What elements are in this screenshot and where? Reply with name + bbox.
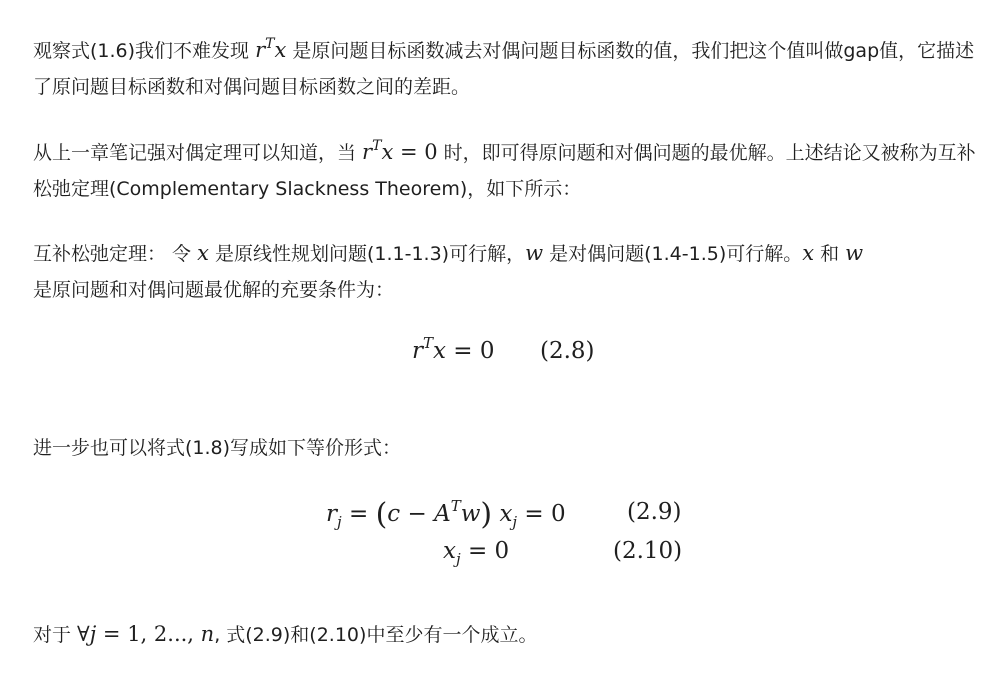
p3-text-3: 是对偶问题(1.4-1.5)可行解。 <box>543 243 803 265</box>
p3-text-4: 和 <box>814 243 846 265</box>
math-n: n <box>200 622 215 646</box>
p3-text-1: 互补松弛定理： 令 <box>33 243 198 265</box>
eq28-rhs: = 0 <box>446 338 495 364</box>
p5-text-pre: 对于 <box>33 624 78 646</box>
eq210-x: x <box>443 538 456 564</box>
equation-tag-2-9: (2.9) <box>627 499 682 525</box>
p2-text-pre: 从上一章笔记强对偶定理可以知道，当 <box>33 142 363 164</box>
math-range: = 1, 2..., <box>96 622 201 646</box>
equation-2-8 <box>412 334 495 364</box>
p4-text: 进一步也可以将式(1.8)写成如下等价形式： <box>33 437 402 459</box>
math-forall: ∀ <box>77 622 90 646</box>
eq28-r: r <box>412 338 423 364</box>
paragraph-equivalent-form <box>33 430 978 466</box>
eq29-minus: − <box>400 501 435 527</box>
eq28-x: x <box>433 338 446 364</box>
paragraph-theorem-statement <box>33 235 978 308</box>
equation-tag-2-10: (2.10) <box>613 538 683 564</box>
eq210-rhs: = 0 <box>460 538 510 564</box>
eq29-transpose: T <box>450 497 461 515</box>
eq29-r: r <box>326 501 337 527</box>
eq29-x: x <box>499 501 513 527</box>
math-r: r <box>255 38 266 62</box>
eq28-transpose: T <box>423 334 434 352</box>
paragraph-strong-duality <box>33 134 978 207</box>
p1-text-pre: 观察式(1.6)我们不难发现 <box>33 40 256 62</box>
p2-text-post: 时，即可得原问题和对偶问题的最优解。上述结论又被称为互补松弛定理(Complementary Slackness Theorem)，如下所示： <box>33 142 976 200</box>
math-x: x <box>197 241 209 265</box>
eq29-equals: = <box>341 501 376 527</box>
math-x: x <box>802 241 815 265</box>
math-transpose: T <box>265 36 275 52</box>
equation-2-10 <box>443 538 510 568</box>
eq29-A: A <box>434 501 451 527</box>
p1-text-post: 是原问题目标函数减去对偶问题目标函数的值，我们把这个值叫做gap值，它描述了原问题目标函数和对偶问题目标函数之间的差距。 <box>33 40 975 98</box>
eq29-w: w <box>460 501 481 527</box>
math-x: x <box>381 140 394 164</box>
math-transpose: T <box>372 138 382 154</box>
equation-tag-2-8: (2.8) <box>540 338 595 364</box>
eq29-rhs: = 0 <box>517 501 566 527</box>
eq29-open-paren: ( <box>375 497 388 532</box>
math-j: j <box>89 622 97 646</box>
math-equals-zero: = 0 <box>393 140 438 164</box>
eq29-sub-j: j <box>337 513 342 531</box>
eq29-c: c <box>387 501 401 527</box>
paragraph-condition-for-all-j <box>33 616 978 653</box>
paragraph-gap-description <box>33 32 978 105</box>
math-w: w <box>525 241 544 265</box>
eq210-sub-j: j <box>455 550 461 568</box>
p5-text-post: , 式(2.9)和(2.10)中至少有一个成立。 <box>214 624 538 646</box>
p3-text-5: 是原问题和对偶问题最优解的充要条件为： <box>33 279 395 301</box>
math-x: x <box>274 38 287 62</box>
p3-text-2: 是原线性规划问题(1.1-1.3)可行解， <box>208 243 526 265</box>
math-r: r <box>362 140 373 164</box>
eq29-sub-j2: j <box>512 513 518 531</box>
math-w: w <box>845 241 864 265</box>
eq29-close-paren: ) <box>480 497 493 532</box>
equation-2-9 <box>326 497 566 532</box>
